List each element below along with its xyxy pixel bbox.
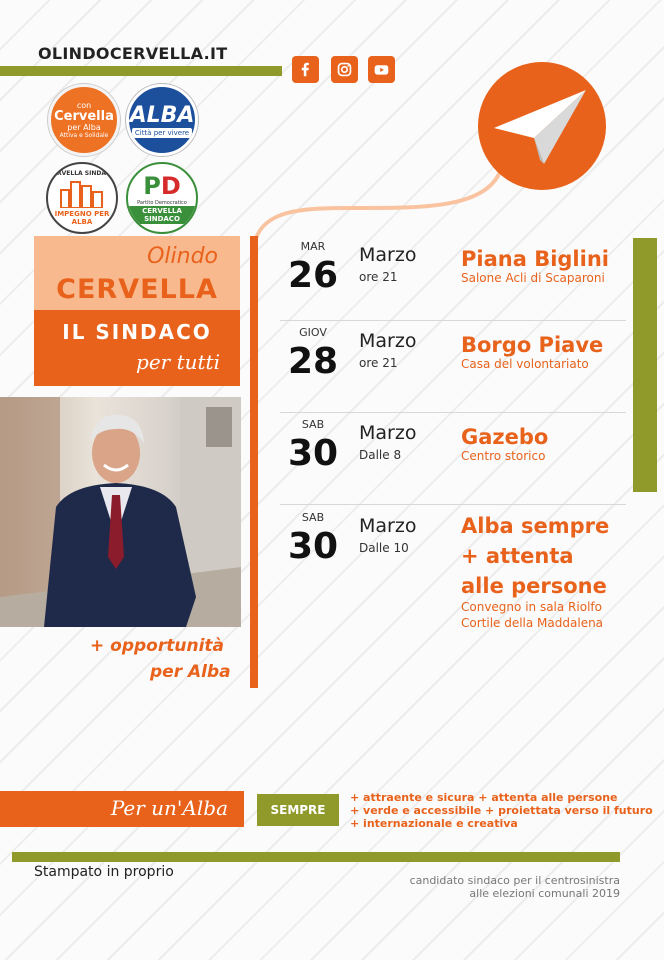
logo-text: Cervella xyxy=(54,109,114,124)
instagram-icon xyxy=(336,61,353,78)
event-month: Marzo xyxy=(359,422,417,444)
event-title: Gazebo xyxy=(461,425,549,449)
alba-citta-per-vivere-logo xyxy=(126,84,198,156)
logo-text: CERVELLA SINDACO xyxy=(128,206,196,224)
slogan-line-1: IL SINDACO xyxy=(62,320,212,344)
event-title: Borgo Piave xyxy=(461,333,604,357)
candidate-note-line-2: alle elezioni comunali 2019 xyxy=(469,887,620,900)
event-weekday: MAR xyxy=(300,240,326,253)
site-url[interactable]: OLINDOCERVELLA.IT xyxy=(38,44,228,63)
event-day: 30 xyxy=(287,526,339,567)
partito-democratico-logo xyxy=(126,162,198,234)
event-day: 30 xyxy=(287,433,339,474)
pd-mark: PD xyxy=(143,172,181,200)
event-time: ore 21 xyxy=(359,356,398,370)
event-divider xyxy=(280,412,626,413)
event-divider xyxy=(280,320,626,321)
facebook-icon xyxy=(297,61,314,78)
event-month: Marzo xyxy=(359,244,417,266)
logo-text: IMPEGNO PER ALBA xyxy=(54,210,110,226)
event-time: Dalle 8 xyxy=(359,448,402,462)
event-month: Marzo xyxy=(359,330,417,352)
event-location: Centro storico xyxy=(461,449,546,463)
paper-plane-icon xyxy=(478,62,606,190)
event-weekday: GIOV xyxy=(299,326,327,339)
event-weekday: SAB xyxy=(301,418,325,431)
candidate-note xyxy=(380,874,620,900)
header-olive-bar xyxy=(0,66,282,76)
candidate-last-name: CERVELLA xyxy=(56,274,218,305)
logo-text: CERVELLA SINDACO xyxy=(48,170,116,177)
candidate-name-box xyxy=(34,236,240,310)
instagram-button[interactable] xyxy=(331,56,358,83)
event-title: Piana Biglini xyxy=(461,247,609,271)
event-divider xyxy=(280,504,626,505)
event-location-line-1: Convegno in sala Riolfo xyxy=(461,600,602,614)
event-month: Marzo xyxy=(359,515,417,537)
cervella-per-alba-logo xyxy=(48,84,120,156)
youtube-button[interactable] xyxy=(368,56,395,83)
slogan-item: + attraente e sicura + attenta alle persone xyxy=(350,791,618,804)
logo-text: Attiva e Solidale xyxy=(59,132,109,139)
logo-text: con xyxy=(76,101,92,110)
event-title-line-2: + attenta xyxy=(461,544,574,568)
event-item xyxy=(280,240,630,320)
youtube-icon xyxy=(373,61,390,78)
event-weekday: SAB xyxy=(301,511,325,524)
event-time: Dalle 10 xyxy=(359,541,409,555)
footer-olive-bar xyxy=(12,852,620,862)
event-day: 26 xyxy=(287,255,339,296)
side-olive-bar xyxy=(633,238,657,492)
slogan-item: + internazionale e creativa xyxy=(350,817,518,830)
logo-text: Partito Democratico xyxy=(137,200,187,206)
logo-text: per Alba xyxy=(67,123,101,132)
logo-text: ALBA xyxy=(129,102,195,128)
candidate-figure xyxy=(0,397,241,627)
logo-text: Città per vivere xyxy=(132,128,192,138)
candidate-first-name: Olindo xyxy=(147,244,218,269)
event-title-line-3: alle persone xyxy=(461,574,607,598)
event-location: Casa del volontariato xyxy=(461,357,589,371)
event-title-line-1: Alba sempre xyxy=(461,514,610,538)
slogan-item: + verde e accessibile + proiettata verso il futuro xyxy=(350,804,653,817)
opportunity-line-2: per Alba xyxy=(150,662,231,682)
event-item xyxy=(280,326,630,412)
event-location: Salone Acli di Scaparoni xyxy=(461,271,605,285)
printed-by-note: Stampato in proprio xyxy=(34,864,174,880)
event-day: 28 xyxy=(287,341,339,382)
buildings-icon xyxy=(57,178,107,208)
opportunity-line-1: + opportunità xyxy=(90,636,224,656)
event-time: ore 21 xyxy=(359,270,398,284)
candidate-note-line-1: candidato sindaco per il centrosinistra xyxy=(409,874,620,887)
facebook-button[interactable] xyxy=(292,56,319,83)
event-item xyxy=(280,418,630,504)
slogan-box xyxy=(34,310,240,386)
sempre-badge: SEMPRE xyxy=(257,794,339,826)
candidate-photo xyxy=(0,397,241,627)
impegno-per-alba-logo xyxy=(46,162,118,234)
timeline-bar xyxy=(250,236,258,688)
event-item xyxy=(280,511,630,641)
slogan-list xyxy=(350,791,653,830)
per-alba-banner xyxy=(0,791,244,827)
event-location-line-2: Cortile della Maddalena xyxy=(461,616,604,630)
paper-plane-badge xyxy=(478,62,606,190)
per-alba-text: Per un'Alba xyxy=(110,796,228,820)
slogan-line-2: per tutti xyxy=(136,350,220,374)
